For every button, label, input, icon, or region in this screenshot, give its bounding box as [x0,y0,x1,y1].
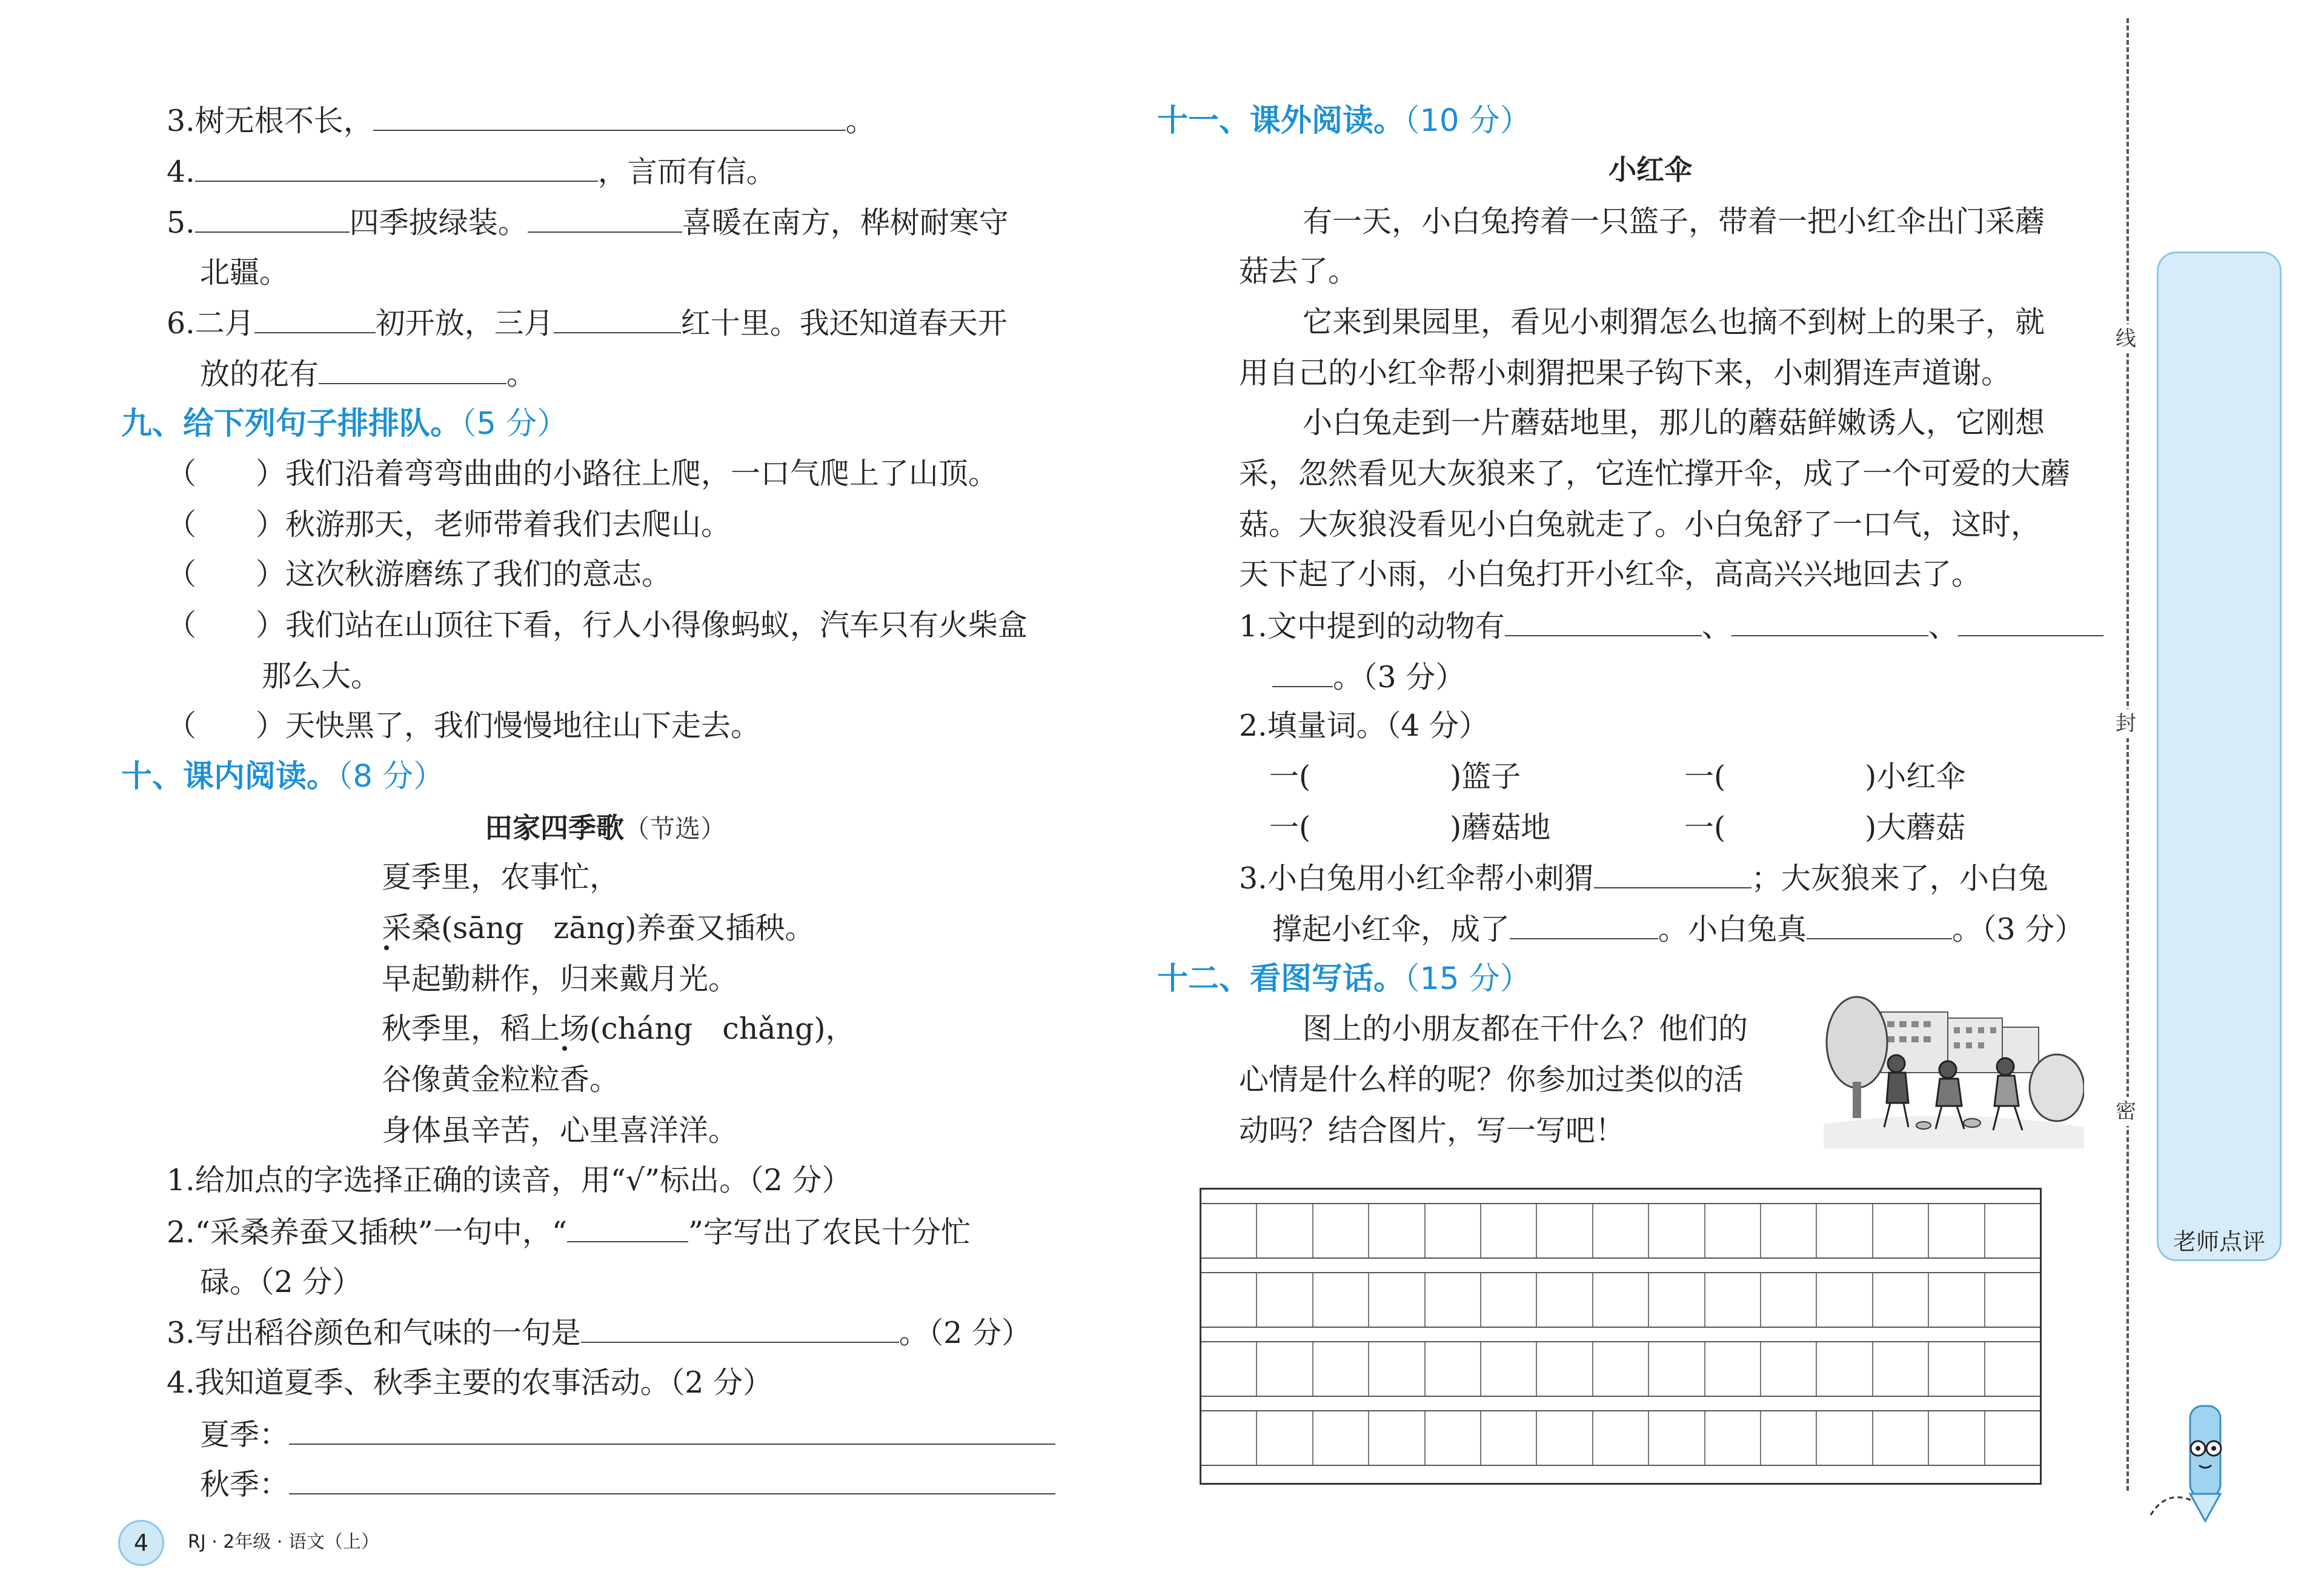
question: 2.填量词。（4 分） [1239,708,1489,743]
answer-blank[interactable] [1272,658,1333,687]
story-line: 菇。大灰狼没看见小白兔就走了。小白兔舒了一口气，这时， [1239,507,2041,542]
question: 3.写出稻谷颜色和气味的一句是 。（2 分） [167,1314,1031,1351]
kids-playing-illustration [1824,985,2084,1148]
poem-line: 身体虽辛苦，心里喜洋洋。 [382,1113,739,1148]
pencil-mascot-icon [2145,1394,2242,1533]
section-11-heading: 十一、课外阅读。（10 分） [1157,103,1531,139]
grid-row[interactable] [1201,1272,2040,1328]
answer-blank[interactable] [1807,910,1952,939]
story-line: 菇去了。 [1239,254,1358,288]
answer-blank[interactable] [195,204,350,233]
teacher-review-label: 老师点评 [2173,1228,2265,1255]
story-title: 小红伞 [1609,153,1692,186]
measure-word-item: 一( )蘑菇地 [1269,810,1551,845]
answer-blank[interactable] [373,102,846,131]
answer-blank[interactable] [554,304,681,333]
answer-blank[interactable] [567,1213,688,1242]
fill-item-5: 5. 四季披绿装。 喜暖在南方，桦树耐寒守 [167,204,1009,241]
writing-grid[interactable] [1200,1188,2042,1485]
grid-row[interactable] [1201,1341,2040,1397]
story-line: 有一天，小白兔挎着一只篮子，带着一把小红伞出门采蘑 [1303,204,2045,239]
question: 1.文中提到的动物有 、 、 [1239,607,2103,645]
poem-line: 早起勤耕作，归来戴月光。 [382,962,739,996]
order-sentence[interactable]: （ ）这次秋游磨练了我们的意志。 [167,557,672,591]
answer-blank[interactable] [1594,859,1751,888]
order-sentence[interactable]: （ ）秋游那天，老师带着我们去爬山。 [167,507,731,542]
emphasis-dot [562,1046,567,1051]
grid-row[interactable] [1201,1410,2040,1466]
answer-blank[interactable] [581,1314,899,1343]
binding-label: 线 [2116,324,2136,353]
prompt-line: 动吗？结合图片，写一写吧！ [1239,1113,1625,1148]
question-cont: 撑起小红伞，成了 。小白兔真 。（3 分） [1272,910,2084,948]
story-line: 用自己的小红伞帮小刺猬把果子钩下来，小刺猬连声道谢。 [1239,356,2011,390]
grid-row[interactable] [1201,1203,2040,1259]
poem-title: 田家四季歌（节选） [485,811,726,844]
binding-dashed-line [2126,18,2129,1491]
answer-blank[interactable] [1731,607,1928,636]
measure-word-item: 一( )大蘑菇 [1684,810,1966,845]
answer-blank[interactable] [1510,910,1658,939]
binding-label: 密 [2116,1097,2136,1126]
section-12-heading: 十二、看图写话。（15 分） [1157,961,1531,997]
poem-line[interactable]: 采桑(sāng zāng)养蚕又插秧。 [382,911,815,945]
story-line: 采，忽然看见大灰狼来了，它连忙撑开伞，成了一个可爱的大蘑 [1239,456,2071,491]
measure-word-item: 一( )小红伞 [1684,759,1966,794]
poem-line[interactable]: 秋季里，稻上场(cháng chǎng)， [382,1011,855,1046]
question-cont: 。（3 分） [1272,658,1465,696]
fill-item-5-cont: 北疆。 [200,255,290,290]
question: 4.我知道夏季、秋季主要的农事活动。（2 分） [167,1365,773,1400]
story-line: 天下起了小雨，小白兔打开小红伞，高高兴兴地回去了。 [1239,557,1982,591]
answer-blank[interactable] [319,355,506,384]
prompt-line: 图上的小朋友都在干什么？他们的 [1303,1011,1748,1046]
answer-blank[interactable] [195,153,598,182]
autumn-answer: 秋季： [200,1465,1055,1503]
story-line: 小白兔走到一片蘑菇地里，那儿的蘑菇鲜嫩诱人，它刚想 [1303,405,2045,440]
poem-line: 谷像黄金粒粒香。 [382,1062,620,1097]
section-10-heading: 十、课内阅读。（8 分） [121,759,445,794]
fill-item-4: 4. ，言而有信。 [167,153,776,190]
measure-word-item: 一( )篮子 [1269,759,1521,794]
binding-label: 封 [2116,709,2136,738]
emphasis-dot [384,945,389,950]
section-9-heading: 九、给下列句子排排队。（5 分） [121,406,568,442]
prompt-line: 心情是什么样的呢？你参加过类似的活 [1239,1062,1744,1097]
footer-text: RJ · 2年级 · 语文（上） [188,1531,379,1553]
question: 1.给加点的字选择正确的读音，用“√”标出。（2 分） [167,1163,852,1197]
answer-blank[interactable] [1505,607,1702,636]
order-sentence[interactable]: （ ）天快黑了，我们慢慢地往山下走去。 [167,708,761,743]
order-sentence[interactable]: （ ）我们沿着弯弯曲曲的小路往上爬，一口气爬上了山顶。 [167,456,998,491]
question: 3.小白兔用小红伞帮小刺猬 ；大灰狼来了，小白兔 [1239,859,2048,897]
order-sentence[interactable]: （ ）我们站在山顶往下看，行人小得像蚂蚁，汽车只有火柴盒 [167,608,1028,642]
question: 2.“采桑养蚕又插秧”一句中，“ ”字写出了农民十分忙 [167,1213,971,1251]
page-number: 4 [118,1520,164,1566]
order-sentence-cont: 那么大。 [262,659,381,693]
poem-line: 夏季里，农事忙， [382,860,620,894]
story-line: 它来到果园里，看见小刺猬怎么也摘不到树上的果子，就 [1303,305,2045,339]
summer-answer: 夏季： [200,1416,1055,1453]
answer-blank[interactable] [254,304,376,333]
teacher-review-box[interactable] [2157,251,2282,1261]
fill-item-3: 3.树无根不长， 。 [167,102,875,139]
question-cont: 碌。（2 分） [200,1265,362,1299]
fill-item-6: 6.二月 初开放，三月 红十里。我还知道春天开 [167,304,1008,342]
answer-line[interactable] [289,1416,1055,1445]
answer-blank[interactable] [528,204,682,233]
fill-item-6-cont: 放的花有 。 [200,355,536,393]
answer-blank[interactable] [1958,607,2103,636]
answer-line[interactable] [289,1465,1055,1494]
